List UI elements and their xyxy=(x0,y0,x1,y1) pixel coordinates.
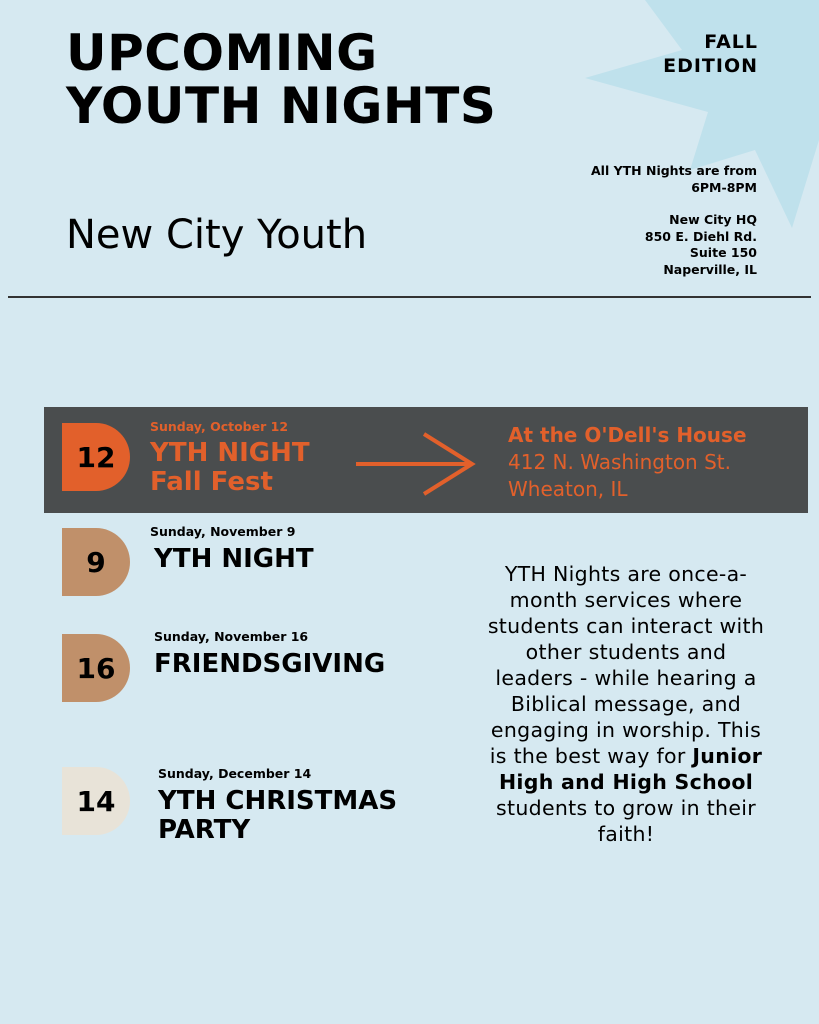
time-info-line: All YTH Nights are from xyxy=(591,163,757,178)
featured-event-address: 412 N. Washington St. Wheaton, IL xyxy=(508,450,731,501)
featured-event-title: YTH NIGHT Fall Fest xyxy=(150,438,310,497)
org-name: New City Youth xyxy=(66,212,368,258)
arrow-right-icon xyxy=(354,432,476,496)
address-line: Naperville, IL xyxy=(663,261,757,277)
event-info xyxy=(591,163,757,278)
event-day-tab: 14 xyxy=(62,767,130,835)
address-line: New City HQ xyxy=(669,212,757,227)
event-day-tab: 9 xyxy=(62,528,130,596)
event-title: YTH NIGHT xyxy=(154,544,314,574)
youth-nights-description: YTH Nights are once-a-month services where students can interact with other students and leaders - while hearing a Biblical message, and engaging in worship. This is the best way for Junior High and High School students to grow in their faith! xyxy=(487,562,765,846)
time-info-line: 6PM-8PM xyxy=(691,179,757,195)
event-day-tab: 16 xyxy=(62,634,130,702)
featured-day-tab: 12 xyxy=(62,423,130,491)
featured-event-location: At the O'Dell's House xyxy=(508,423,747,447)
event-date: Sunday, November 16 xyxy=(154,629,309,644)
divider xyxy=(8,296,811,298)
edition-badge: FALL EDITION xyxy=(663,31,758,77)
page-title: UPCOMING YOUTH NIGHTS xyxy=(66,24,497,135)
event-date: Sunday, November 9 xyxy=(150,524,296,539)
featured-event-date: Sunday, October 12 xyxy=(150,419,289,434)
featured-event-banner xyxy=(44,407,808,513)
event-title: YTH CHRISTMAS PARTY xyxy=(158,786,398,845)
event-title: FRIENDSGIVING xyxy=(154,649,386,679)
event-date: Sunday, December 14 xyxy=(158,766,312,781)
address-line: Suite 150 xyxy=(689,245,757,260)
address-line: 850 E. Diehl Rd. xyxy=(644,228,757,244)
